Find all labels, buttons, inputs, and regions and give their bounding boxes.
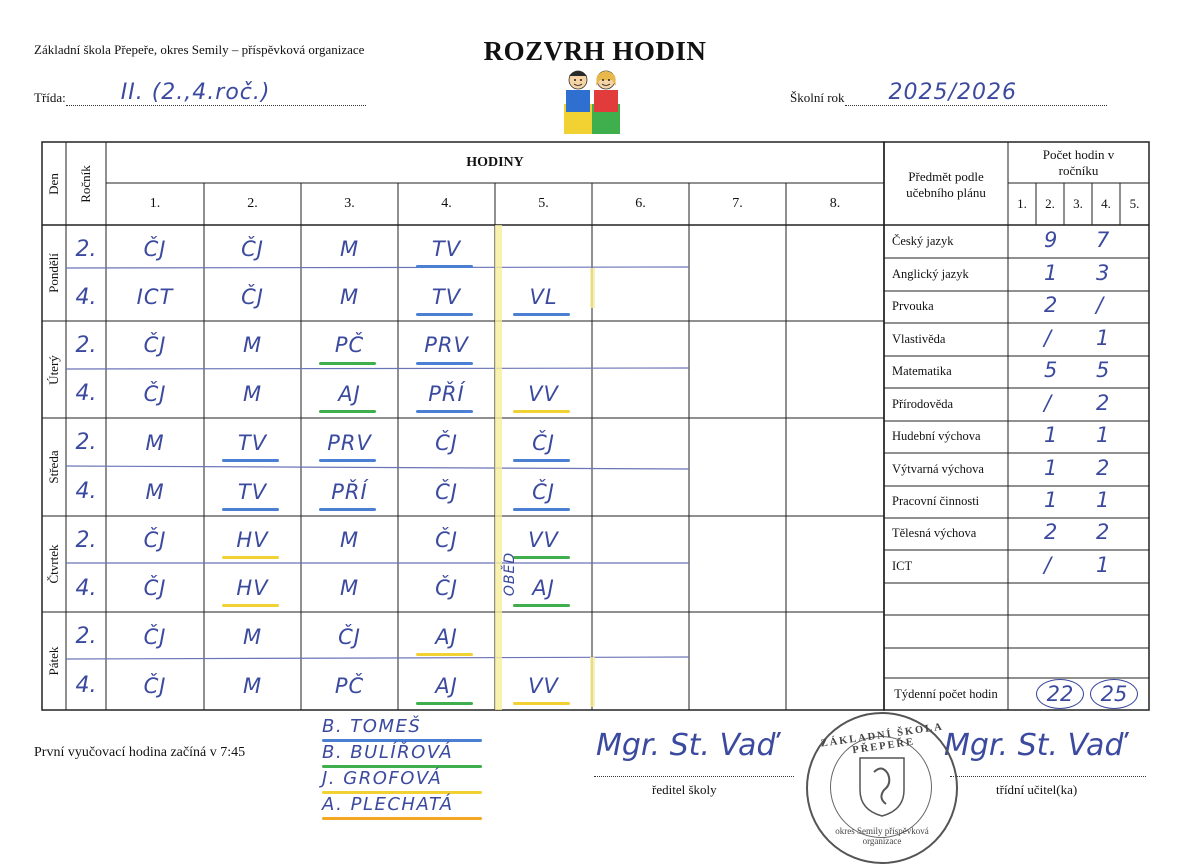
lesson-cell: ČJ <box>143 237 167 261</box>
lesson-underline <box>416 410 473 413</box>
subject-count-g2: 9 <box>1044 227 1058 252</box>
day-label: Středa <box>46 450 61 484</box>
subject-name: Přírodověda <box>892 396 954 411</box>
lesson-underline <box>222 604 279 607</box>
lesson-underline <box>513 508 570 511</box>
teacher-name <box>322 716 454 742</box>
lesson-cell: M <box>145 479 165 504</box>
lesson-underline <box>416 313 473 316</box>
lesson-cell: M <box>339 237 360 261</box>
lesson-cell: ČJ <box>143 624 167 649</box>
start-time-note: První vyučovací hodina začíná v 7:45 <box>34 745 246 760</box>
day-label: Čtvrtek <box>46 544 61 584</box>
grade-label: 4. <box>75 673 97 698</box>
lesson-cell: VL <box>529 285 558 309</box>
reditel-label: ředitel školy <box>652 782 717 797</box>
lesson-cell: PRV <box>327 430 372 455</box>
weekly-label: Týdenní počet hodin <box>894 687 998 702</box>
subject-name: Vlastivěda <box>892 331 946 346</box>
predmet-header: Předmět podle učebního plánu <box>906 168 986 200</box>
lesson-underline <box>513 313 570 316</box>
subject-count-g2: / <box>1044 552 1052 577</box>
lesson-underline <box>513 702 570 705</box>
subject-count-g4: 1 <box>1096 488 1110 512</box>
teacher-name <box>322 768 454 794</box>
lesson-cell: ČJ <box>241 237 264 261</box>
lesson-cell: M <box>339 528 360 552</box>
lesson-cell: VV <box>528 673 559 698</box>
subject-count-g4: 1 <box>1096 423 1110 447</box>
lesson-cell: M <box>242 673 263 698</box>
subject-name: Český jazyk <box>892 233 954 248</box>
subject-count-g4: 2 <box>1096 455 1110 480</box>
lesson-cell: M <box>242 333 263 358</box>
lesson-cell: M <box>242 624 263 649</box>
grade-label: 4. <box>75 284 97 310</box>
lesson-underline <box>416 702 473 705</box>
col-rocnik: Ročník <box>78 165 93 203</box>
hodiny-header: HODINY <box>466 154 524 170</box>
subject-count-g4: 3 <box>1096 260 1110 285</box>
lesson-cell: ČJ <box>143 576 167 600</box>
day-label: Pátek <box>46 646 61 676</box>
grade-label: 4. <box>75 381 97 407</box>
grade-label: 2. <box>75 236 97 262</box>
subject-name: Výtvarná výchova <box>892 461 984 476</box>
lesson-cell: ČJ <box>338 624 361 649</box>
subject-count-g4: 1 <box>1096 552 1110 577</box>
lesson-underline <box>513 459 570 462</box>
lesson-cell: HV <box>236 528 269 552</box>
lesson-underline <box>319 459 376 462</box>
lesson-cell: VV <box>528 381 559 406</box>
lesson-cell: TV <box>431 285 462 309</box>
subject-name: Matematika <box>892 364 952 378</box>
lesson-cell: ČJ <box>532 479 555 504</box>
hour-header: 1. <box>149 196 161 211</box>
lesson-underline <box>222 508 279 511</box>
lesson-cell: HV <box>236 576 269 600</box>
lesson-cell: TV <box>237 430 268 455</box>
coat-of-arms-icon <box>856 754 908 818</box>
lesson-cell: ČJ <box>532 430 555 455</box>
rok-label: Školní rok <box>790 90 845 105</box>
lesson-cell: ČJ <box>143 528 167 552</box>
tridni-label: třídní učitel(ka) <box>996 782 1078 797</box>
hour-header: 2. <box>247 196 258 211</box>
lesson-cell: AJ <box>532 576 555 600</box>
lesson-underline <box>416 265 473 268</box>
grade-label: 4. <box>75 479 97 504</box>
lesson-underline <box>319 508 376 511</box>
grade-col-header: 3. <box>1073 196 1083 211</box>
lesson-cell: M <box>242 381 263 406</box>
grade-label: 2. <box>75 332 97 358</box>
teacher-name-text: B. TOMEŠ <box>322 716 422 737</box>
hour-header: 7. <box>732 196 743 211</box>
subject-count-g2: / <box>1044 325 1052 350</box>
pocet-header: Počet hodin v ročníku <box>1042 146 1115 178</box>
subject-count-g2: 2 <box>1044 293 1058 317</box>
subject-count-g2: 1 <box>1044 488 1058 512</box>
subject-name: Pracovní činnosti <box>892 494 980 508</box>
reditel-signature: Mgr. St. Vaď <box>596 728 776 763</box>
grade-col-header: 5. <box>1129 196 1140 211</box>
lesson-cell: ČJ <box>241 285 264 309</box>
weekly-g2: 22 <box>1036 679 1084 709</box>
lesson-cell: ČJ <box>435 528 458 552</box>
day-label: Pondělí <box>46 253 61 293</box>
teacher-list <box>322 716 454 820</box>
teacher-name <box>322 742 454 768</box>
grade-col-header: 4. <box>1101 196 1111 211</box>
grade-label: 4. <box>75 575 97 601</box>
lesson-cell: ČJ <box>435 430 458 455</box>
lesson-underline <box>513 410 570 413</box>
lesson-cell: ČJ <box>143 673 167 698</box>
lesson-cell: TV <box>237 479 268 504</box>
subject-count-g4: 2 <box>1096 390 1110 415</box>
grade-label: 2. <box>75 624 97 649</box>
tridni-signature: Mgr. St. Vaď <box>944 728 1124 763</box>
lesson-cell: M <box>339 576 360 600</box>
lesson-cell: ČJ <box>435 479 458 504</box>
teacher-name-text: A. PLECHATÁ <box>322 794 454 815</box>
lesson-underline <box>222 459 279 462</box>
lesson-cell: AJ <box>435 624 458 649</box>
subject-name: Prvouka <box>892 299 934 313</box>
subject-name: Anglický jazyk <box>892 266 969 281</box>
lesson-cell: PŘÍ <box>331 479 368 504</box>
lesson-cell: AJ <box>338 381 361 406</box>
hour-header: 6. <box>635 196 646 211</box>
col-den: Den <box>46 173 61 195</box>
lesson-cell: VV <box>528 528 559 552</box>
lesson-underline <box>319 410 376 413</box>
lesson-underline <box>416 362 473 365</box>
subject-count-g4: 1 <box>1096 325 1110 350</box>
lesson-cell: ČJ <box>143 333 167 358</box>
lesson-cell: M <box>145 430 165 455</box>
lesson-cell: ČJ <box>143 381 167 406</box>
teacher-name <box>322 794 454 820</box>
subject-count-g4: / <box>1096 293 1104 317</box>
hour-header: 4. <box>441 196 452 211</box>
subject-count-g2: 1 <box>1044 260 1058 285</box>
lesson-underline <box>319 362 376 365</box>
lesson-cell: ČJ <box>435 576 458 600</box>
subject-name: Tělesná výchova <box>892 526 977 540</box>
school-stamp <box>806 712 958 864</box>
subject-name: Hudební výchova <box>892 429 981 443</box>
day-label: Úterý <box>46 354 61 385</box>
subject-count-g2: / <box>1044 390 1052 415</box>
obed-label: OBĚD <box>502 551 518 597</box>
school-name: Základní škola Přepeře, okres Semily – příspěvková organizace <box>34 42 365 57</box>
lesson-cell: PČ <box>334 333 365 358</box>
subject-count-g2: 2 <box>1044 520 1058 544</box>
lesson-underline <box>222 556 279 559</box>
teacher-name-text: B. BULÍŘOVÁ <box>322 742 454 763</box>
subject-count-g2: 1 <box>1044 455 1058 480</box>
lesson-cell: M <box>339 285 360 309</box>
hour-header: 5. <box>538 196 549 211</box>
stamp-bottom-text: okres Semily příspěvková organizace <box>835 826 929 846</box>
lesson-cell: AJ <box>435 673 458 698</box>
lesson-underline <box>416 653 473 656</box>
lesson-cell: PČ <box>334 673 365 698</box>
grade-label: 2. <box>75 527 97 553</box>
stamp-top-text: ZÁKLADNÍ ŠKOLA PŘEPEŘE <box>820 721 945 757</box>
teacher-name-text: J. GROFOVÁ <box>322 768 443 789</box>
lesson-cell: PRV <box>424 333 469 358</box>
subject-count-g2: 5 <box>1044 358 1058 382</box>
lesson-cell: TV <box>431 237 462 261</box>
subject-count-g2: 1 <box>1044 423 1058 447</box>
grade-label: 2. <box>75 430 97 455</box>
lesson-underline <box>513 556 570 559</box>
hour-header: 3. <box>344 196 355 211</box>
weekly-g4: 25 <box>1090 679 1138 709</box>
page-title: ROZVRH HODIN <box>483 36 707 66</box>
rok-value: 2025/2026 <box>888 80 1017 105</box>
trida-label: Třída: <box>34 90 66 105</box>
subject-count-g4: 2 <box>1096 520 1110 544</box>
subject-count-g4: 5 <box>1096 358 1110 382</box>
lesson-underline <box>513 604 570 607</box>
trida-value: II. (2.,4.roč.) <box>120 80 271 105</box>
grade-col-header: 1. <box>1017 196 1027 211</box>
subject-name: ICT <box>892 558 913 573</box>
lesson-cell: ICT <box>136 285 174 309</box>
grade-col-header: 2. <box>1045 196 1055 211</box>
hour-header: 8. <box>829 196 841 211</box>
subject-count-g4: 7 <box>1096 227 1110 252</box>
lesson-cell: PŘÍ <box>428 381 465 406</box>
